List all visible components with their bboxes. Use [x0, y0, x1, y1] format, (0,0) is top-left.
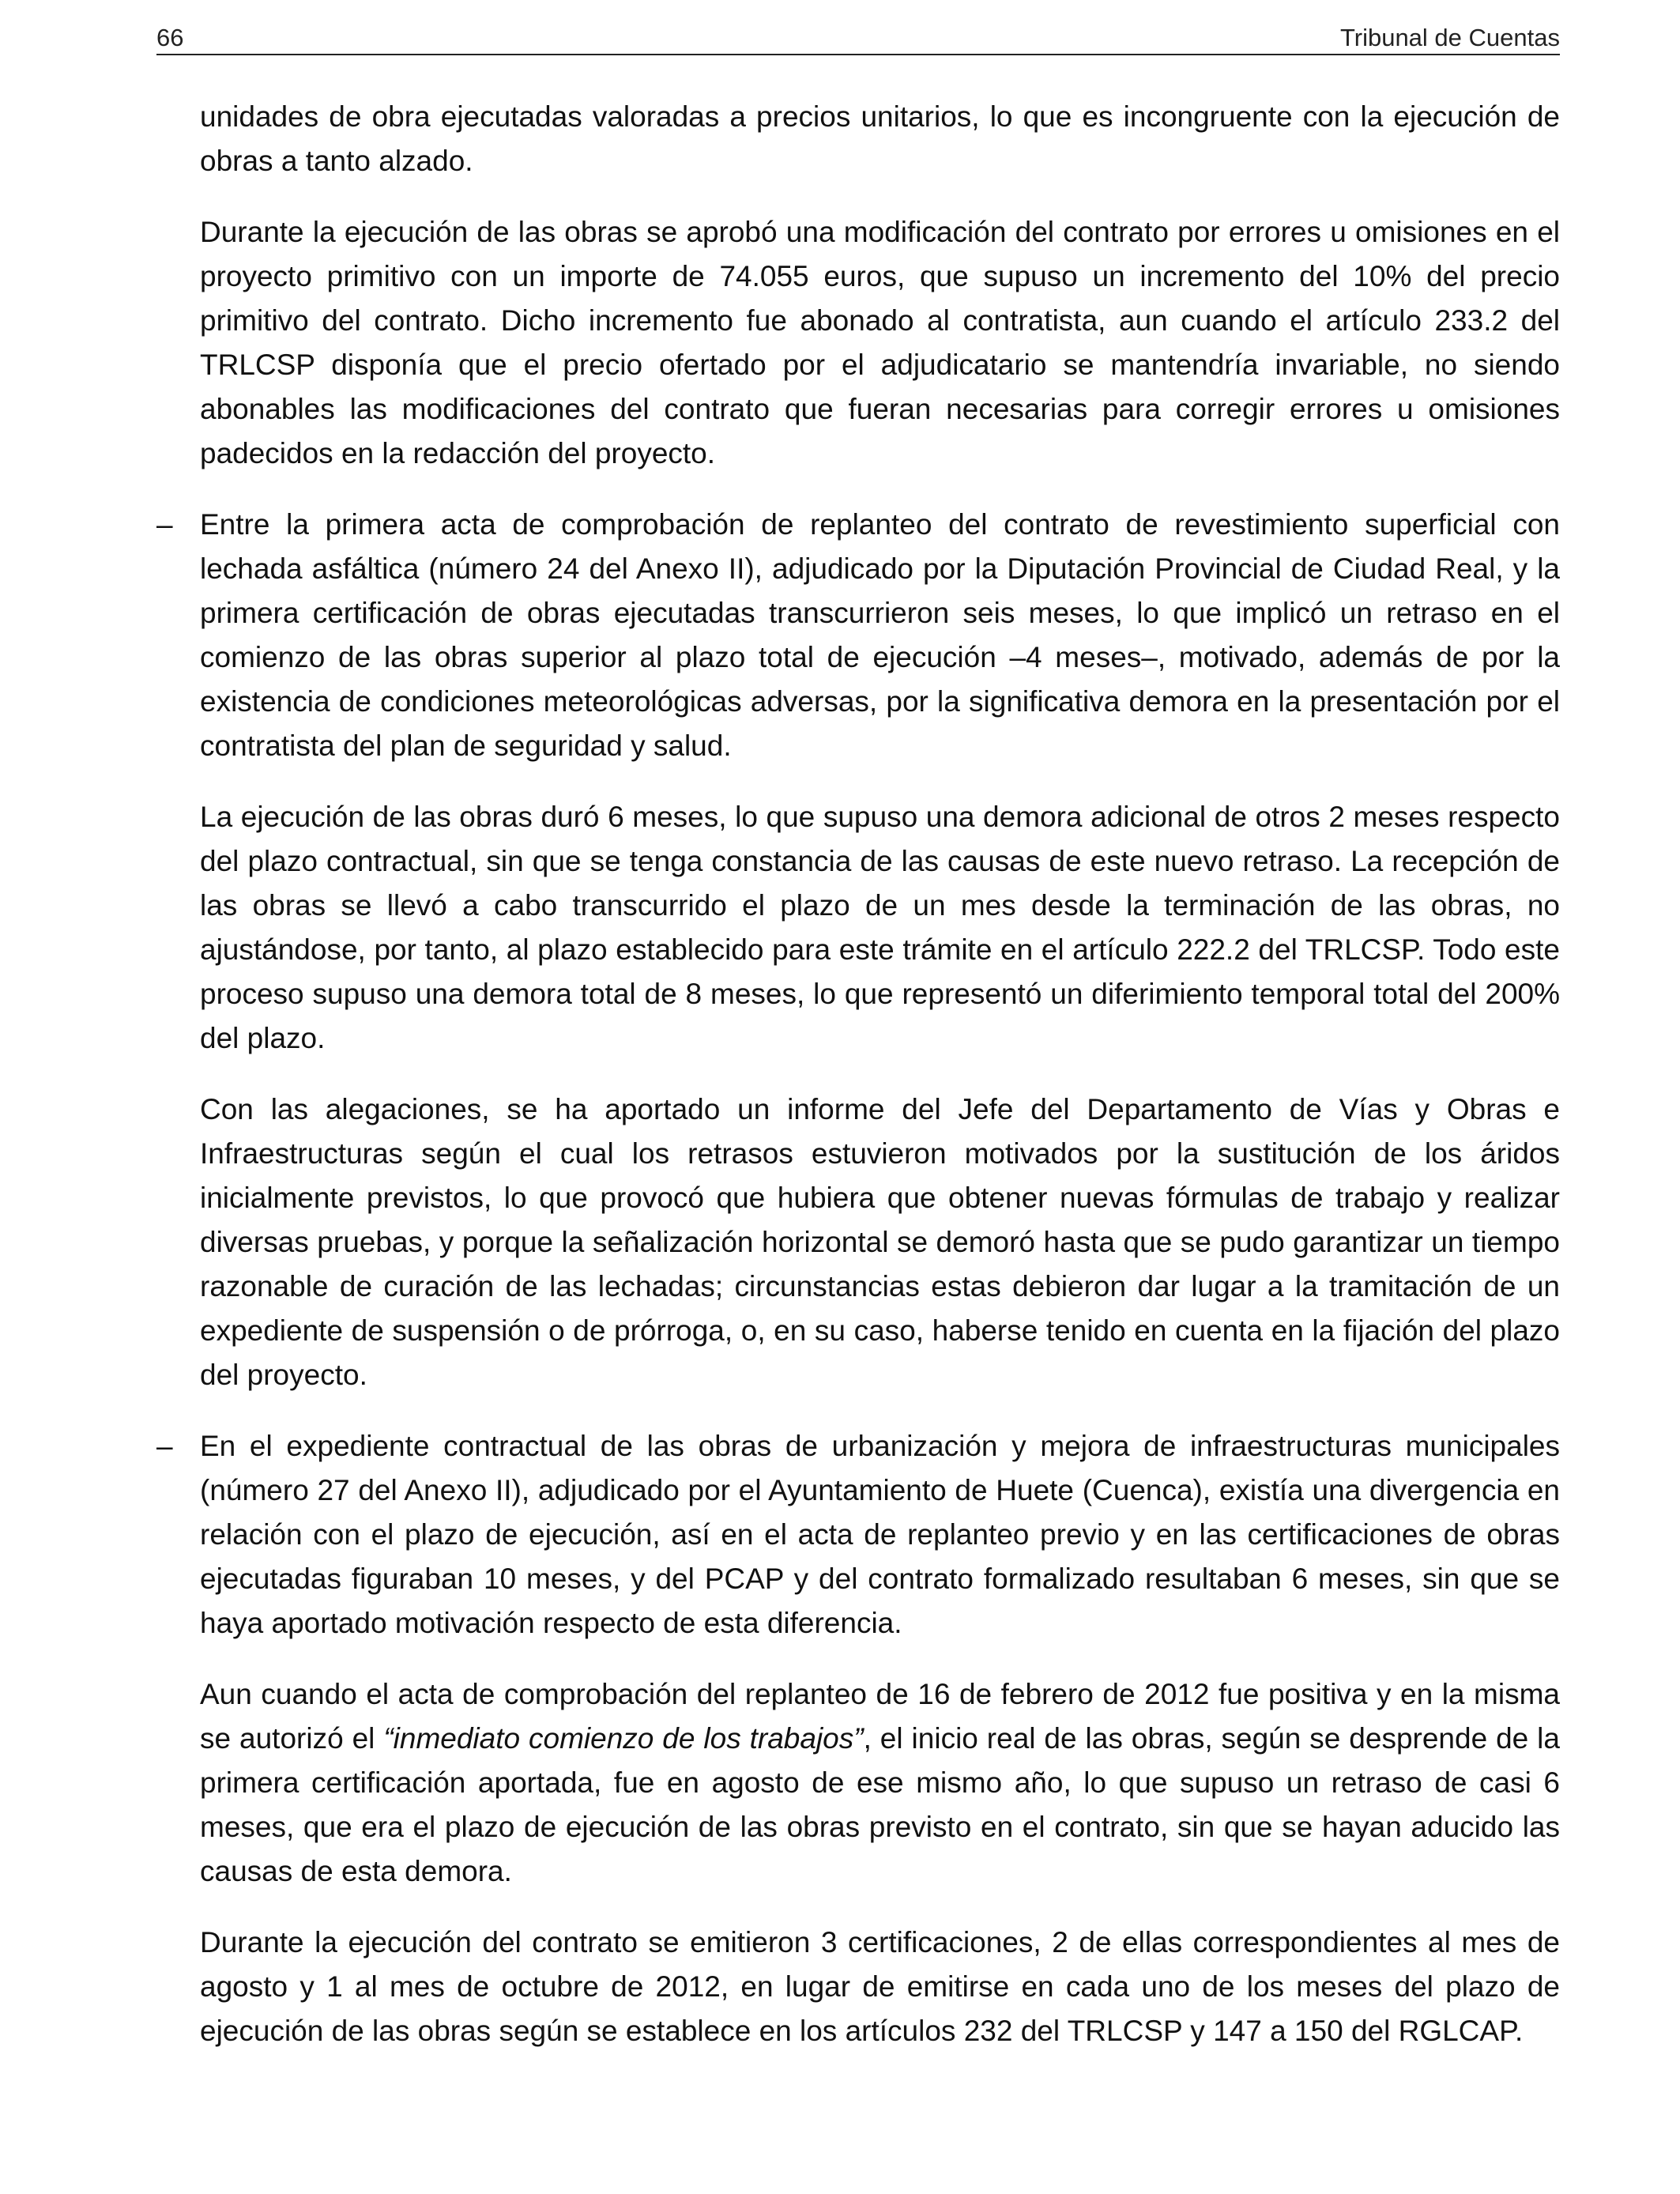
bullet-paragraph: [156, 1424, 1560, 1646]
paragraph: unidades de obra ejecutadas valoradas a precios unitarios, lo que es incongruente con la ejecución de obras a tanto alzado.: [200, 100, 1560, 177]
dash-bullet: –: [156, 508, 173, 541]
header-title: Tribunal de Cuentas: [1339, 24, 1560, 51]
paragraph: [200, 1672, 1560, 1894]
paragraph: Durante la ejecución de las obras se aprobó una modificación del contrato por errores u omisiones en el proyecto primitivo con un importe de 74.055 euros, que supuso un incremento del 10% del precio primitivo del contrato. Dicho incremento fue abonado al contratista, aun cuando el artículo 233.2 del TRLCSP disponía que el precio ofertado por el adjudicatario se mantendría invariable, no siendo abonables las modificaciones del contrato que fueran necesarias para corregir errores u omisiones padecidos en la redacción del proyecto.: [200, 216, 1560, 469]
paragraph-text: Entre la primera acta de comprobación de replanteo del contrato de revestimiento superficial con lechada asfáltica (número 24 del Anexo II), adjudicado por la Diputación Provincial de Ciudad Real, y la primera certificación de obras ejecutadas transcurrieron seis meses, lo que implicó un retraso en el comienzo de las obras superior al plazo total de ejecución –4 meses–, motivado, además de por la existencia de condiciones meteorológicas adversas, por la significativa demora en la presentación por el contratista del plan de seguridad y salud.: [200, 508, 1560, 762]
bullet-paragraph: [156, 503, 1560, 768]
quoted-text: “inmediato comienzo de los trabajos”: [383, 1722, 864, 1755]
page-number: 66: [156, 24, 184, 51]
paragraph: Con las alegaciones, se ha aportado un informe del Jefe del Departamento de Vías y Obras e Infraestructuras según el cual los retrasos estuvieron motivados por la sustitución de los áridos inicialmente previstos, lo que provocó que hubiera que obtener nuevas fórmulas de trabajo y realizar diversas pruebas, y porque la señalización horizontal se demoró hasta que se pudo garantizar un tiempo razonable de curación de las lechadas; circunstancias estas debieron dar lugar a la tramitación de un expediente de suspensión o de prórroga, o, en su caso, haberse tenido en cuenta en la fijación del plazo del proyecto.: [200, 1093, 1560, 1391]
paragraph-text: En el expediente contractual de las obras de urbanización y mejora de infraestructuras municipales (número 27 del Anexo II), adjudicado por el Ayuntamiento de Huete (Cuenca), existía una divergencia en relación con el plazo de ejecución, así en el acta de replanteo previo y en las certificaciones de obras ejecutadas figuraban 10 meses, y del PCAP y del contrato formalizado resultaban 6 meses, sin que se haya aportado motivación respecto de esta diferencia.: [200, 1430, 1560, 1639]
page-header: [156, 21, 1560, 55]
paragraph: Durante la ejecución del contrato se emitieron 3 certificaciones, 2 de ellas correspondientes al mes de agosto y 1 al mes de octubre de 2012, en lugar de emitirse en cada uno de los meses del plazo de ejecución de las obras según se establece en los artículos 232 del TRLCSP y 147 a 150 del RGLCAP.: [200, 1926, 1560, 2047]
paragraph-text: Aun cuando el acta de comprobación del replanteo de 16 de febrero de 2012 fue positiva y en la misma se autorizó el: [200, 1678, 1560, 1755]
paragraph-text: , el inicio real de las obras, según se desprende de la primera certificación aportada, fue en agosto de ese mismo año, lo que supuso un retraso de casi 6 meses, que era el plazo de ejecución de las obras previsto en el contrato, sin que se hayan aducido las causas de esta demora.: [200, 1722, 1560, 1887]
document-body: [156, 95, 1560, 2080]
dash-bullet: –: [156, 1430, 173, 1462]
paragraph: La ejecución de las obras duró 6 meses, lo que supuso una demora adicional de otros 2 meses respecto del plazo contractual, sin que se tenga constancia de las causas de este nuevo retraso. La recepción de las obras se llevó a cabo transcurrido el plazo de un mes desde la terminación de las obras, no ajustándose, por tanto, al plazo establecido para este trámite en el artículo 222.2 del TRLCSP. Todo este proceso supuso una demora total de 8 meses, lo que representó un diferimiento temporal total del 200% del plazo.: [200, 801, 1560, 1054]
